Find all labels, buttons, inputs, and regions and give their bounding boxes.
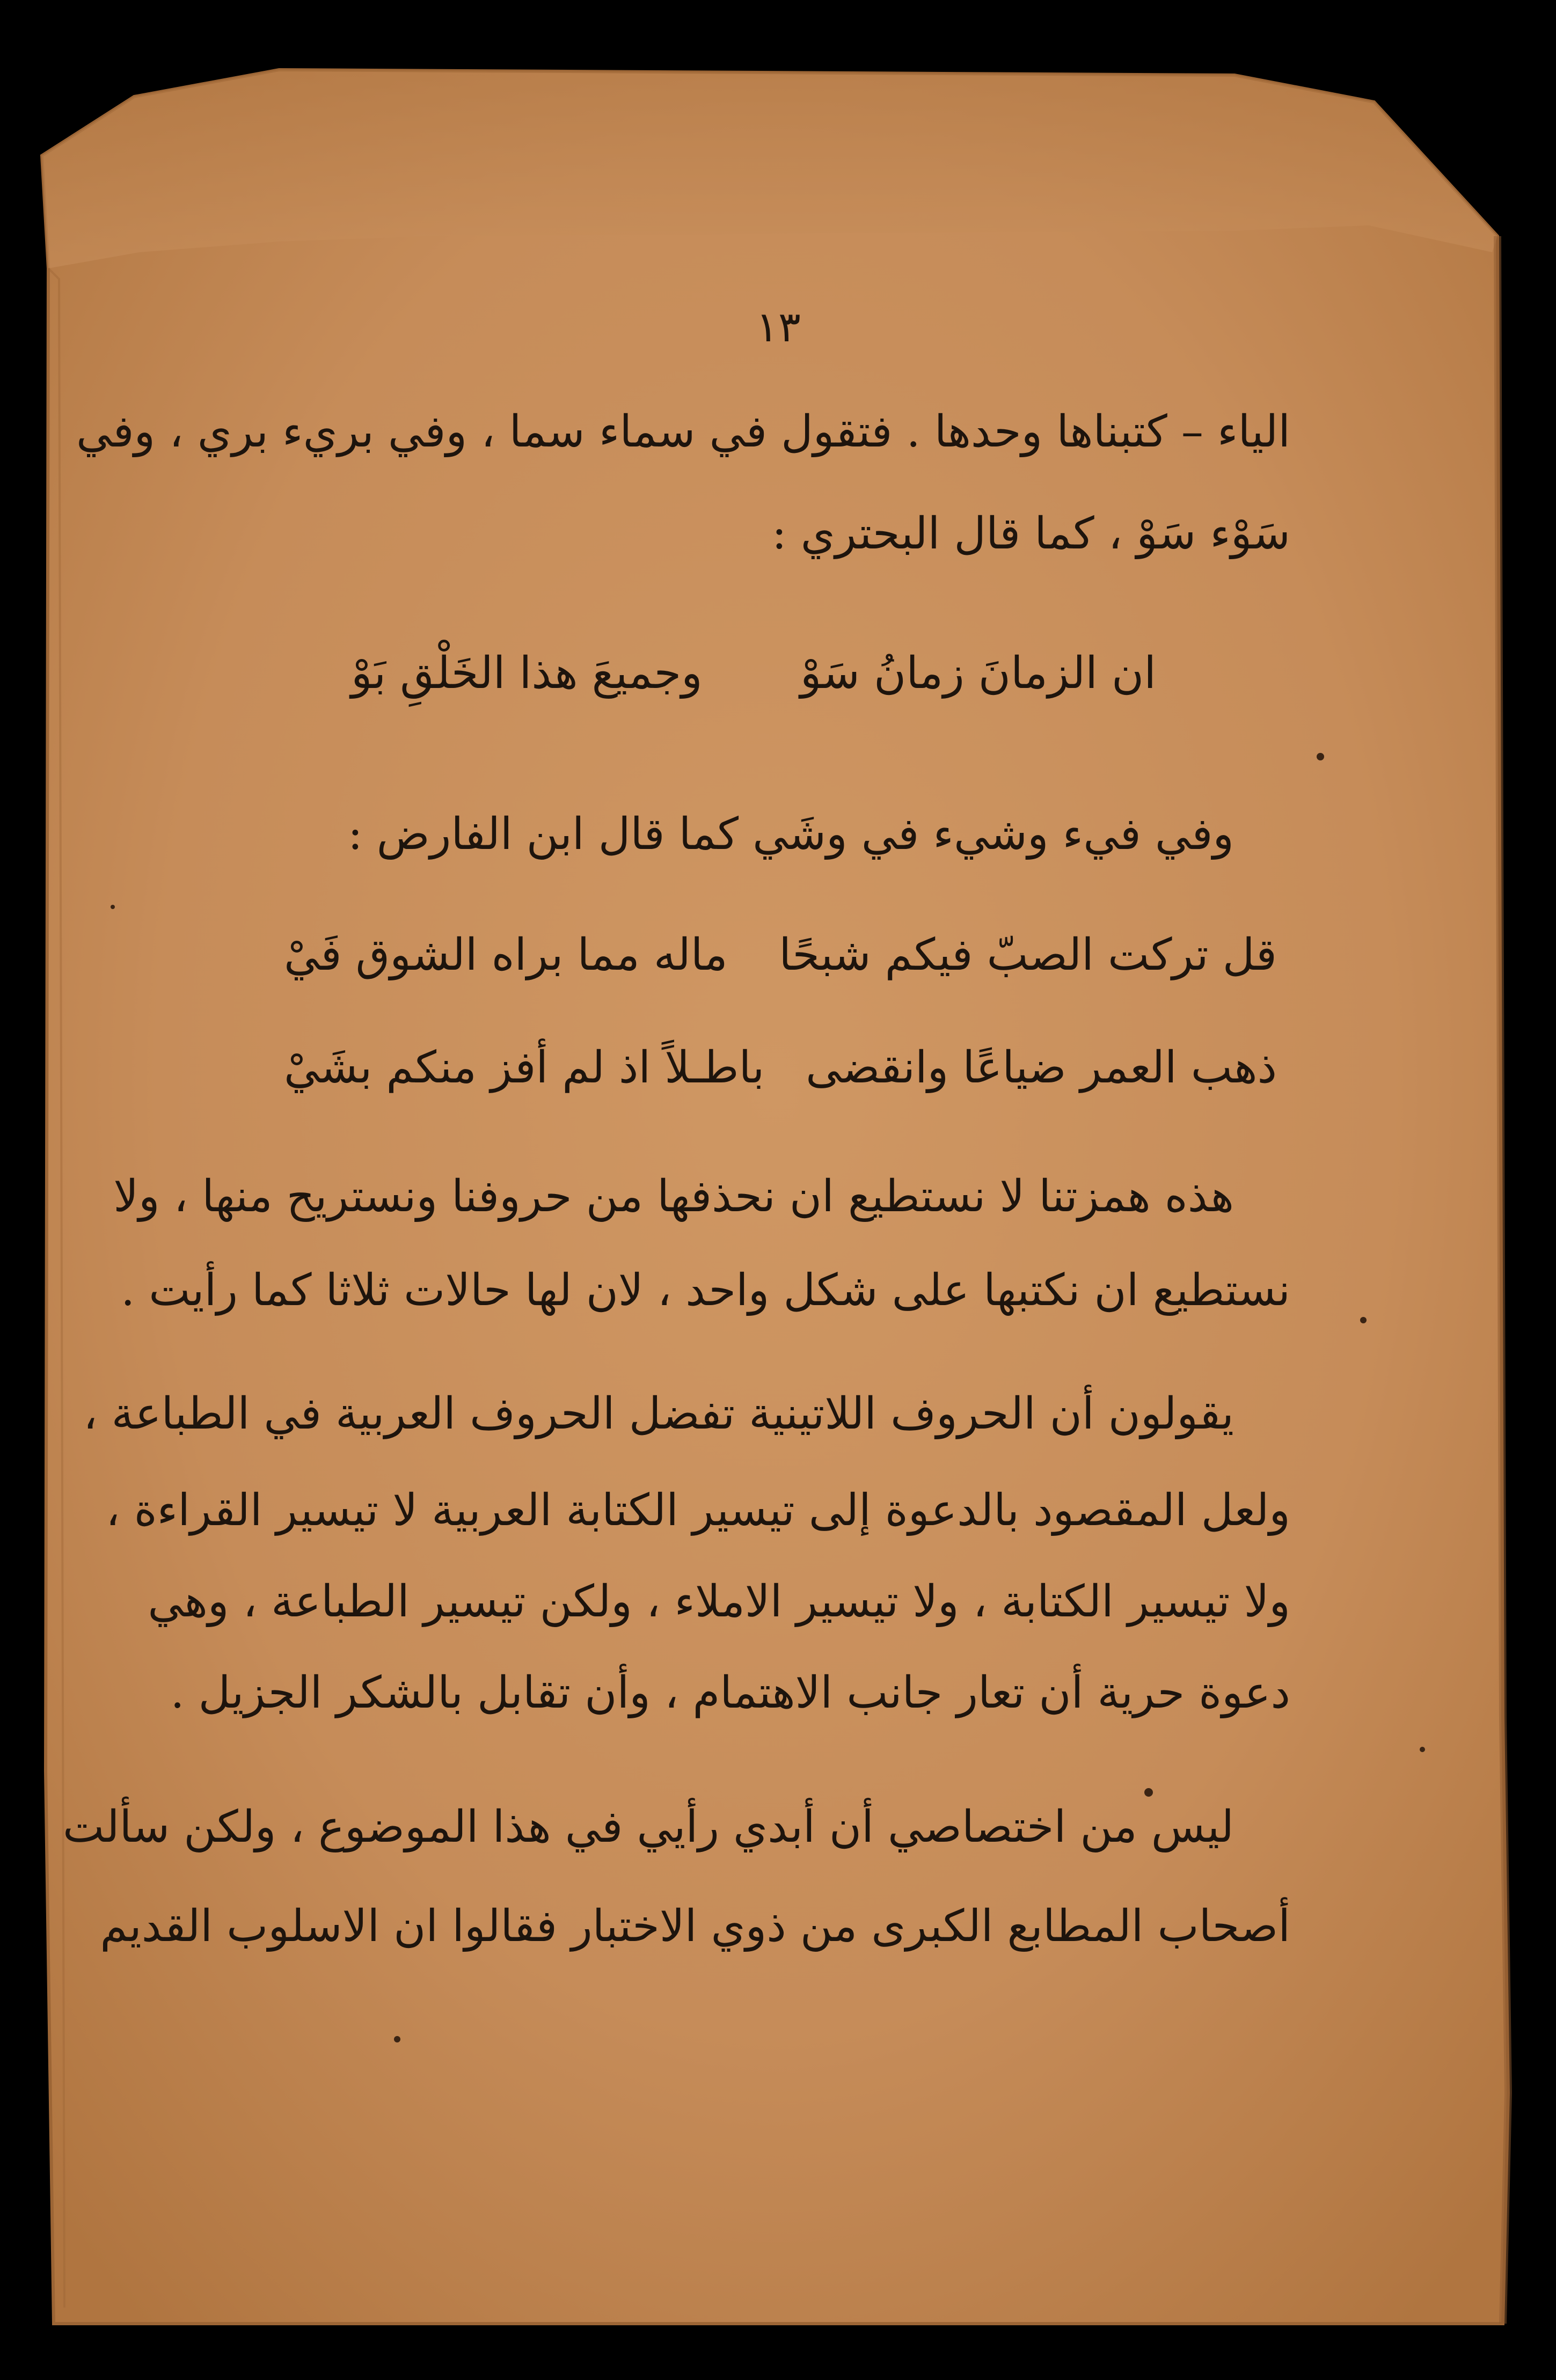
- paragraph-line: سَوْء سَوْ ، كما قال البحتري :: [772, 508, 1290, 559]
- verse-line: [284, 923, 1277, 987]
- paragraph-line: الياء – كتبناها وحدها . فتقول في سماء سما ، وفي بريء بري ، وفي: [76, 406, 1290, 457]
- verse-line: [284, 1036, 1277, 1100]
- paragraph-line: ولعل المقصود بالدعوة إلى تيسير الكتابة العربية لا تيسير القراءة ،: [106, 1485, 1290, 1536]
- paragraph-line: ليس من اختصاصي أن أبدي رأيي في هذا الموضوع ، ولكن سألت: [62, 1802, 1234, 1852]
- verse-hemistich: باطـلاً اذ لم أفز منكم بشَيْ: [284, 1042, 765, 1093]
- paragraph-line: دعوة حرية أن تعار جانب الاهتمام ، وأن تقابل بالشكر الجزيل .: [170, 1667, 1290, 1718]
- verse-line: [271, 641, 1290, 706]
- verse-hemistich: ماله مما براه الشوق فَيْ: [284, 929, 728, 980]
- paragraph-line: نستطيع ان نكتبها على شكل واحد ، لان لها حالات ثلاثا كما رأيت .: [121, 1265, 1290, 1316]
- paragraph-line: هذه همزتنا لا نستطيع ان نحذفها من حروفنا ونستريح منها ، ولا: [113, 1171, 1234, 1222]
- verse-hemistich: ذهب العمر ضياعًا وانقضى: [806, 1042, 1277, 1093]
- paragraph-line: وفي فيء وشيء في وشَي كما قال ابن الفارض :: [347, 809, 1234, 860]
- verse-hemistich: قل تركت الصبّ فيكم شبحًا: [779, 929, 1277, 980]
- paragraph-line: ولا تيسير الكتابة ، ولا تيسير الاملاء ، ولكن تيسير الطباعة ، وهي: [148, 1576, 1290, 1627]
- paragraph-line: أصحاب المطابع الكبرى من ذوي الاختبار فقالوا ان الاسلوب القديم: [100, 1901, 1290, 1952]
- paragraph-line: يقولون أن الحروف اللاتينية تفضل الحروف العربية في الطباعة ،: [83, 1388, 1234, 1439]
- verse-hemistich: وجميعَ هذا الخَلْقِ بَوْ: [351, 648, 703, 699]
- verse-hemistich: ان الزمانَ زمانُ سَوْ: [800, 648, 1156, 699]
- page-number: ١٣: [756, 303, 801, 351]
